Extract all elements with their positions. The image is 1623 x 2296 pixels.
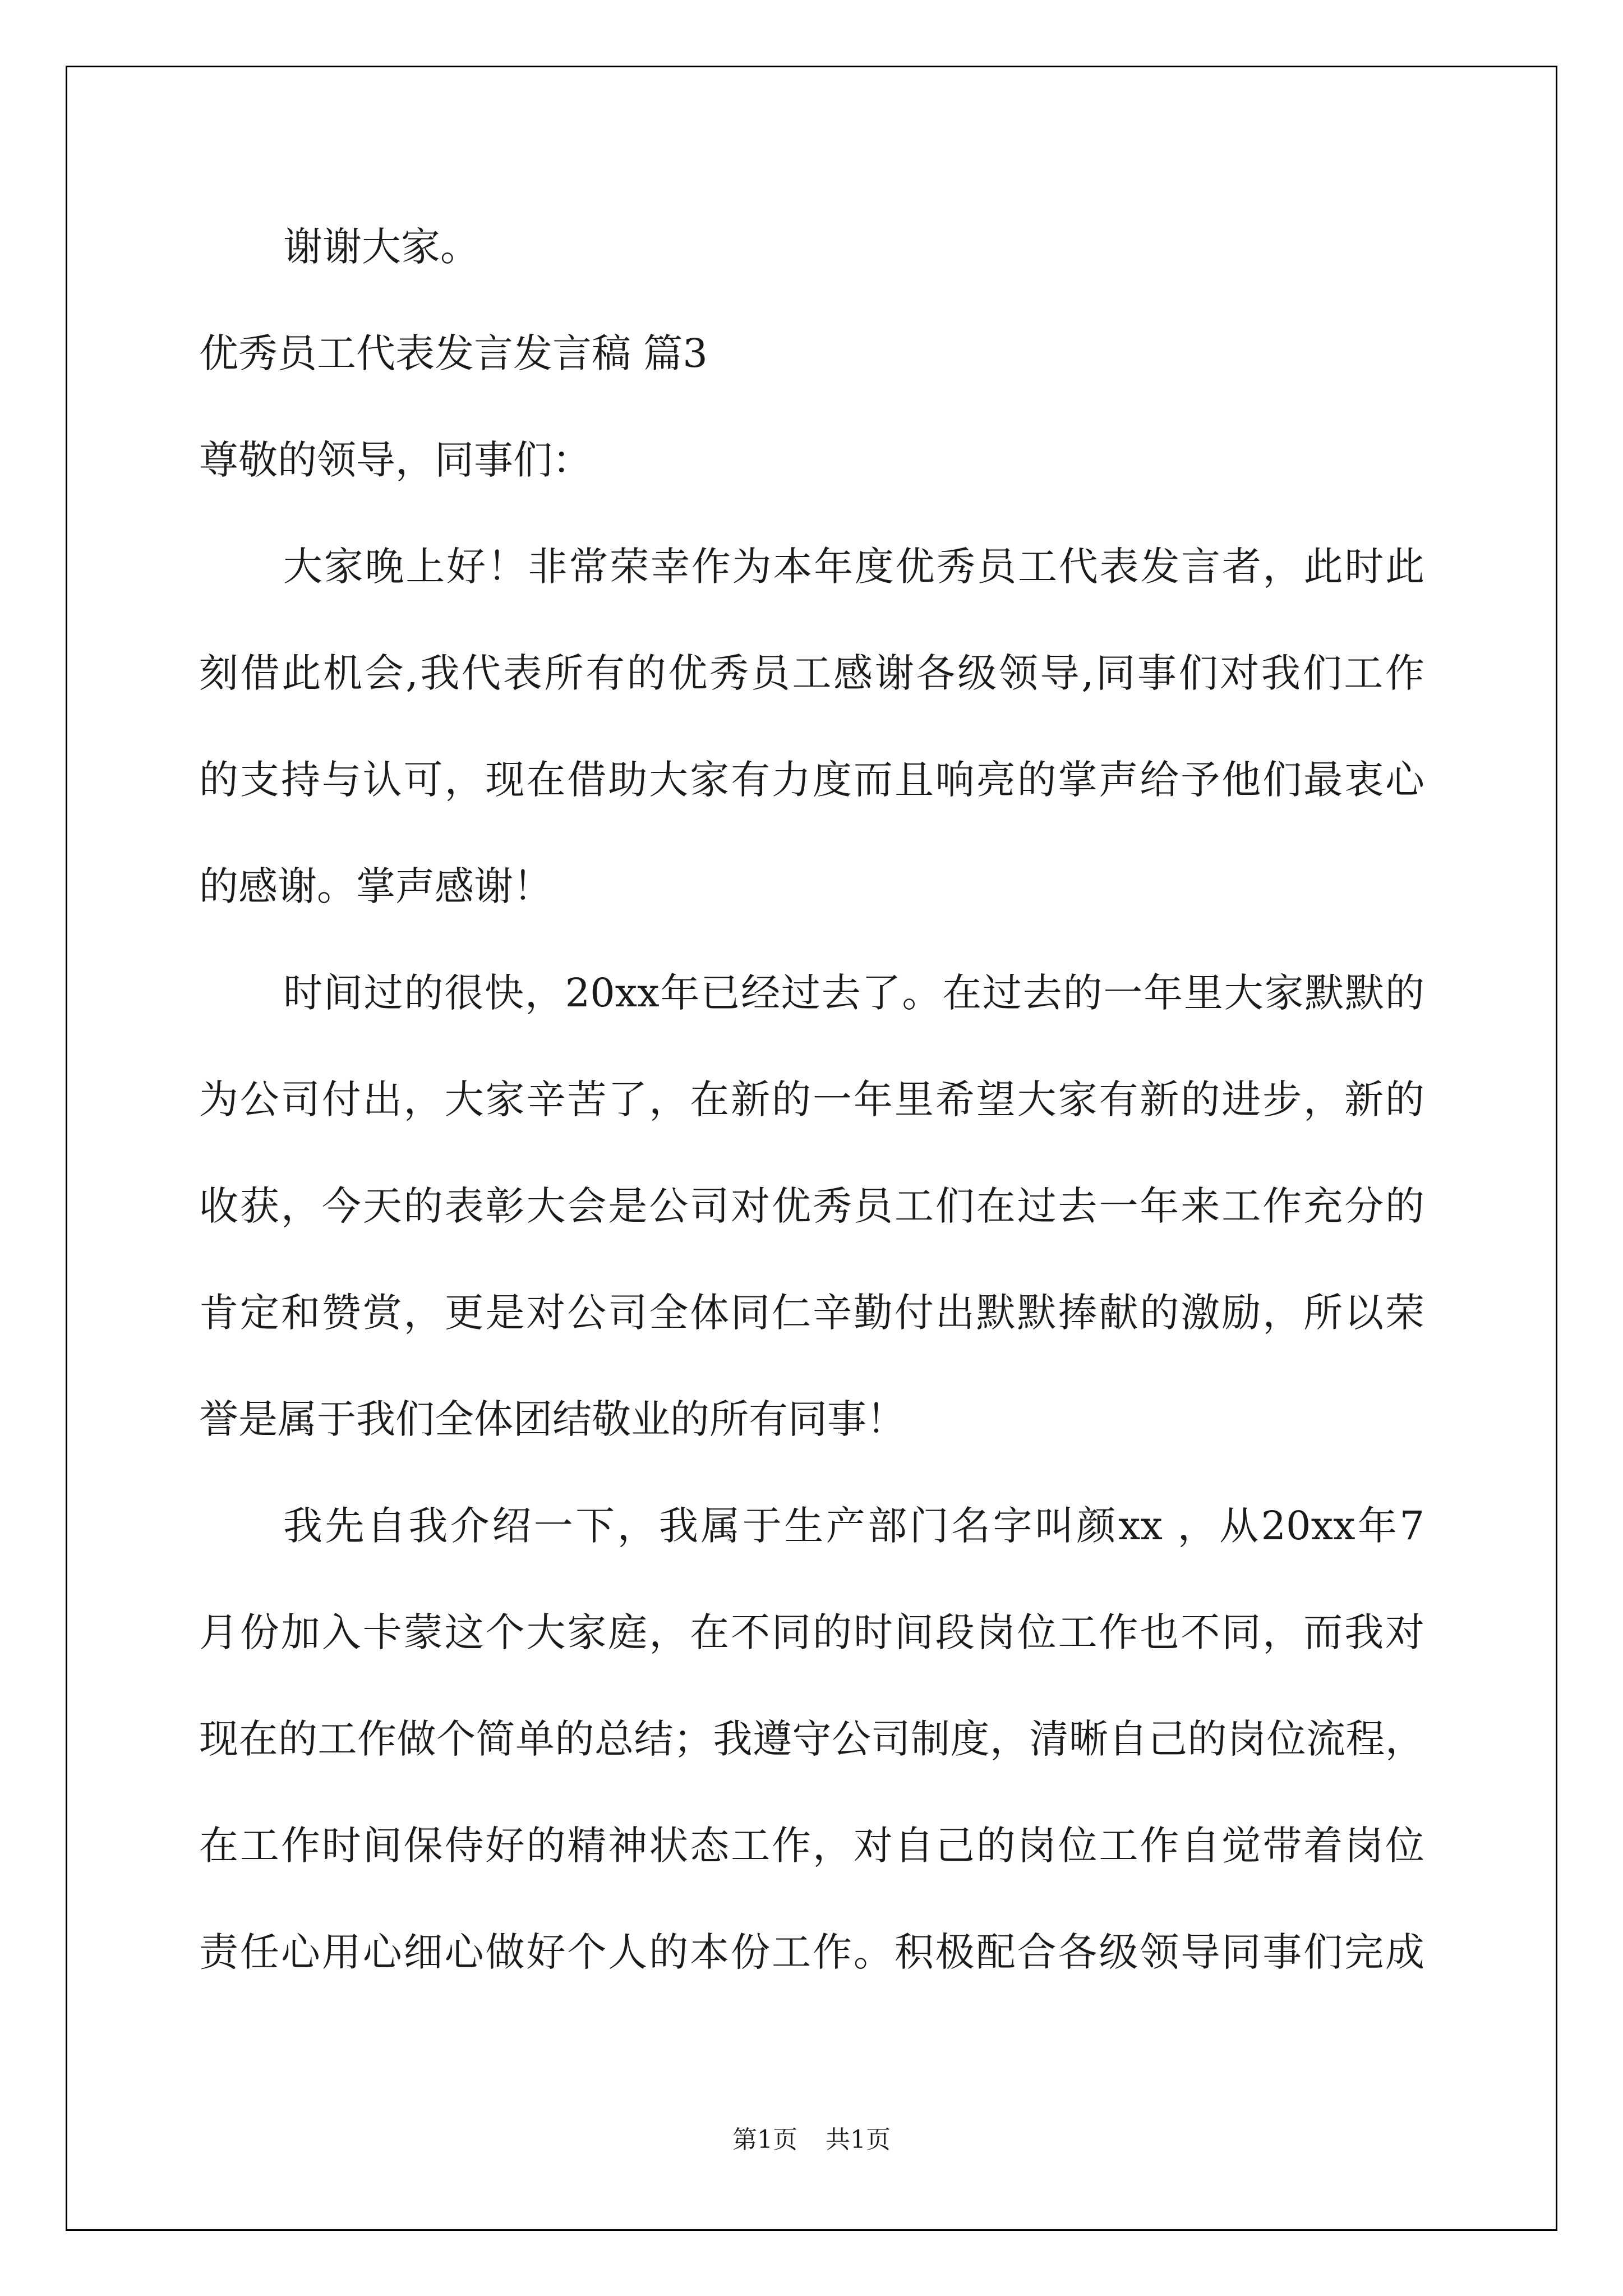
paragraph-3-line-1: 我先自我介绍一下，我属于生产部门名字叫颜xx ，从20xx年7 — [283, 1503, 1424, 1549]
paragraph-2-line-4: 肯定和赞赏，更是对公司全体同仁辛勤付出默默捧献的激励，所以荣 — [199, 1290, 1424, 1336]
paragraph-2-line-5: 誉是属于我们全体团结敬业的所有同事！ — [199, 1396, 906, 1442]
page-border — [66, 66, 1557, 2231]
paragraph-3-line-3: 现在的工作做个简单的总结；我遵守公司制度，清晰自己的岗位流程， — [199, 1716, 1424, 1762]
paragraph-2-line-2: 为公司付出，大家辛苦了，在新的一年里希望大家有新的进步，新的 — [199, 1076, 1424, 1122]
paragraph-1-line-2: 刻借此机会,我代表所有的优秀员工感谢各级领导,同事们对我们工作 — [199, 650, 1424, 696]
paragraph-2-line-1: 时间过的很快，20xx年已经过去了。在过去的一年里大家默默的 — [283, 970, 1424, 1016]
paragraph-1-line-4: 的感谢。掌声感谢！ — [199, 863, 552, 909]
section-heading: 优秀员工代表发言发言稿 篇3 — [199, 330, 708, 376]
paragraph-3-line-5: 责任心用心细心做好个人的本份工作。积极配合各级领导同事们完成 — [199, 1929, 1424, 1975]
closing-line: 谢谢大家。 — [283, 224, 479, 270]
paragraph-3-line-2: 月份加入卡蒙这个大家庭，在不同的时间段岗位工作也不同，而我对 — [199, 1609, 1424, 1655]
paragraph-3-line-4: 在工作时间保侍好的精神状态工作，对自己的岗位工作自觉带着岗位 — [199, 1823, 1424, 1869]
page-total: 共1页 — [826, 2125, 891, 2154]
page-number: 第1页 — [732, 2125, 797, 2154]
paragraph-1-line-3: 的支持与认可，现在借助大家有力度而且响亮的掌声给予他们最衷心 — [199, 757, 1424, 803]
paragraph-1-line-1: 大家晚上好！非常荣幸作为本年度优秀员工代表发言者，此时此 — [283, 544, 1424, 590]
salutation: 尊敬的领导，同事们： — [199, 437, 592, 483]
page-footer — [0, 2124, 1623, 2156]
paragraph-2-line-3: 收获，今天的表彰大会是公司对优秀员工们在过去一年来工作充分的 — [199, 1183, 1424, 1229]
